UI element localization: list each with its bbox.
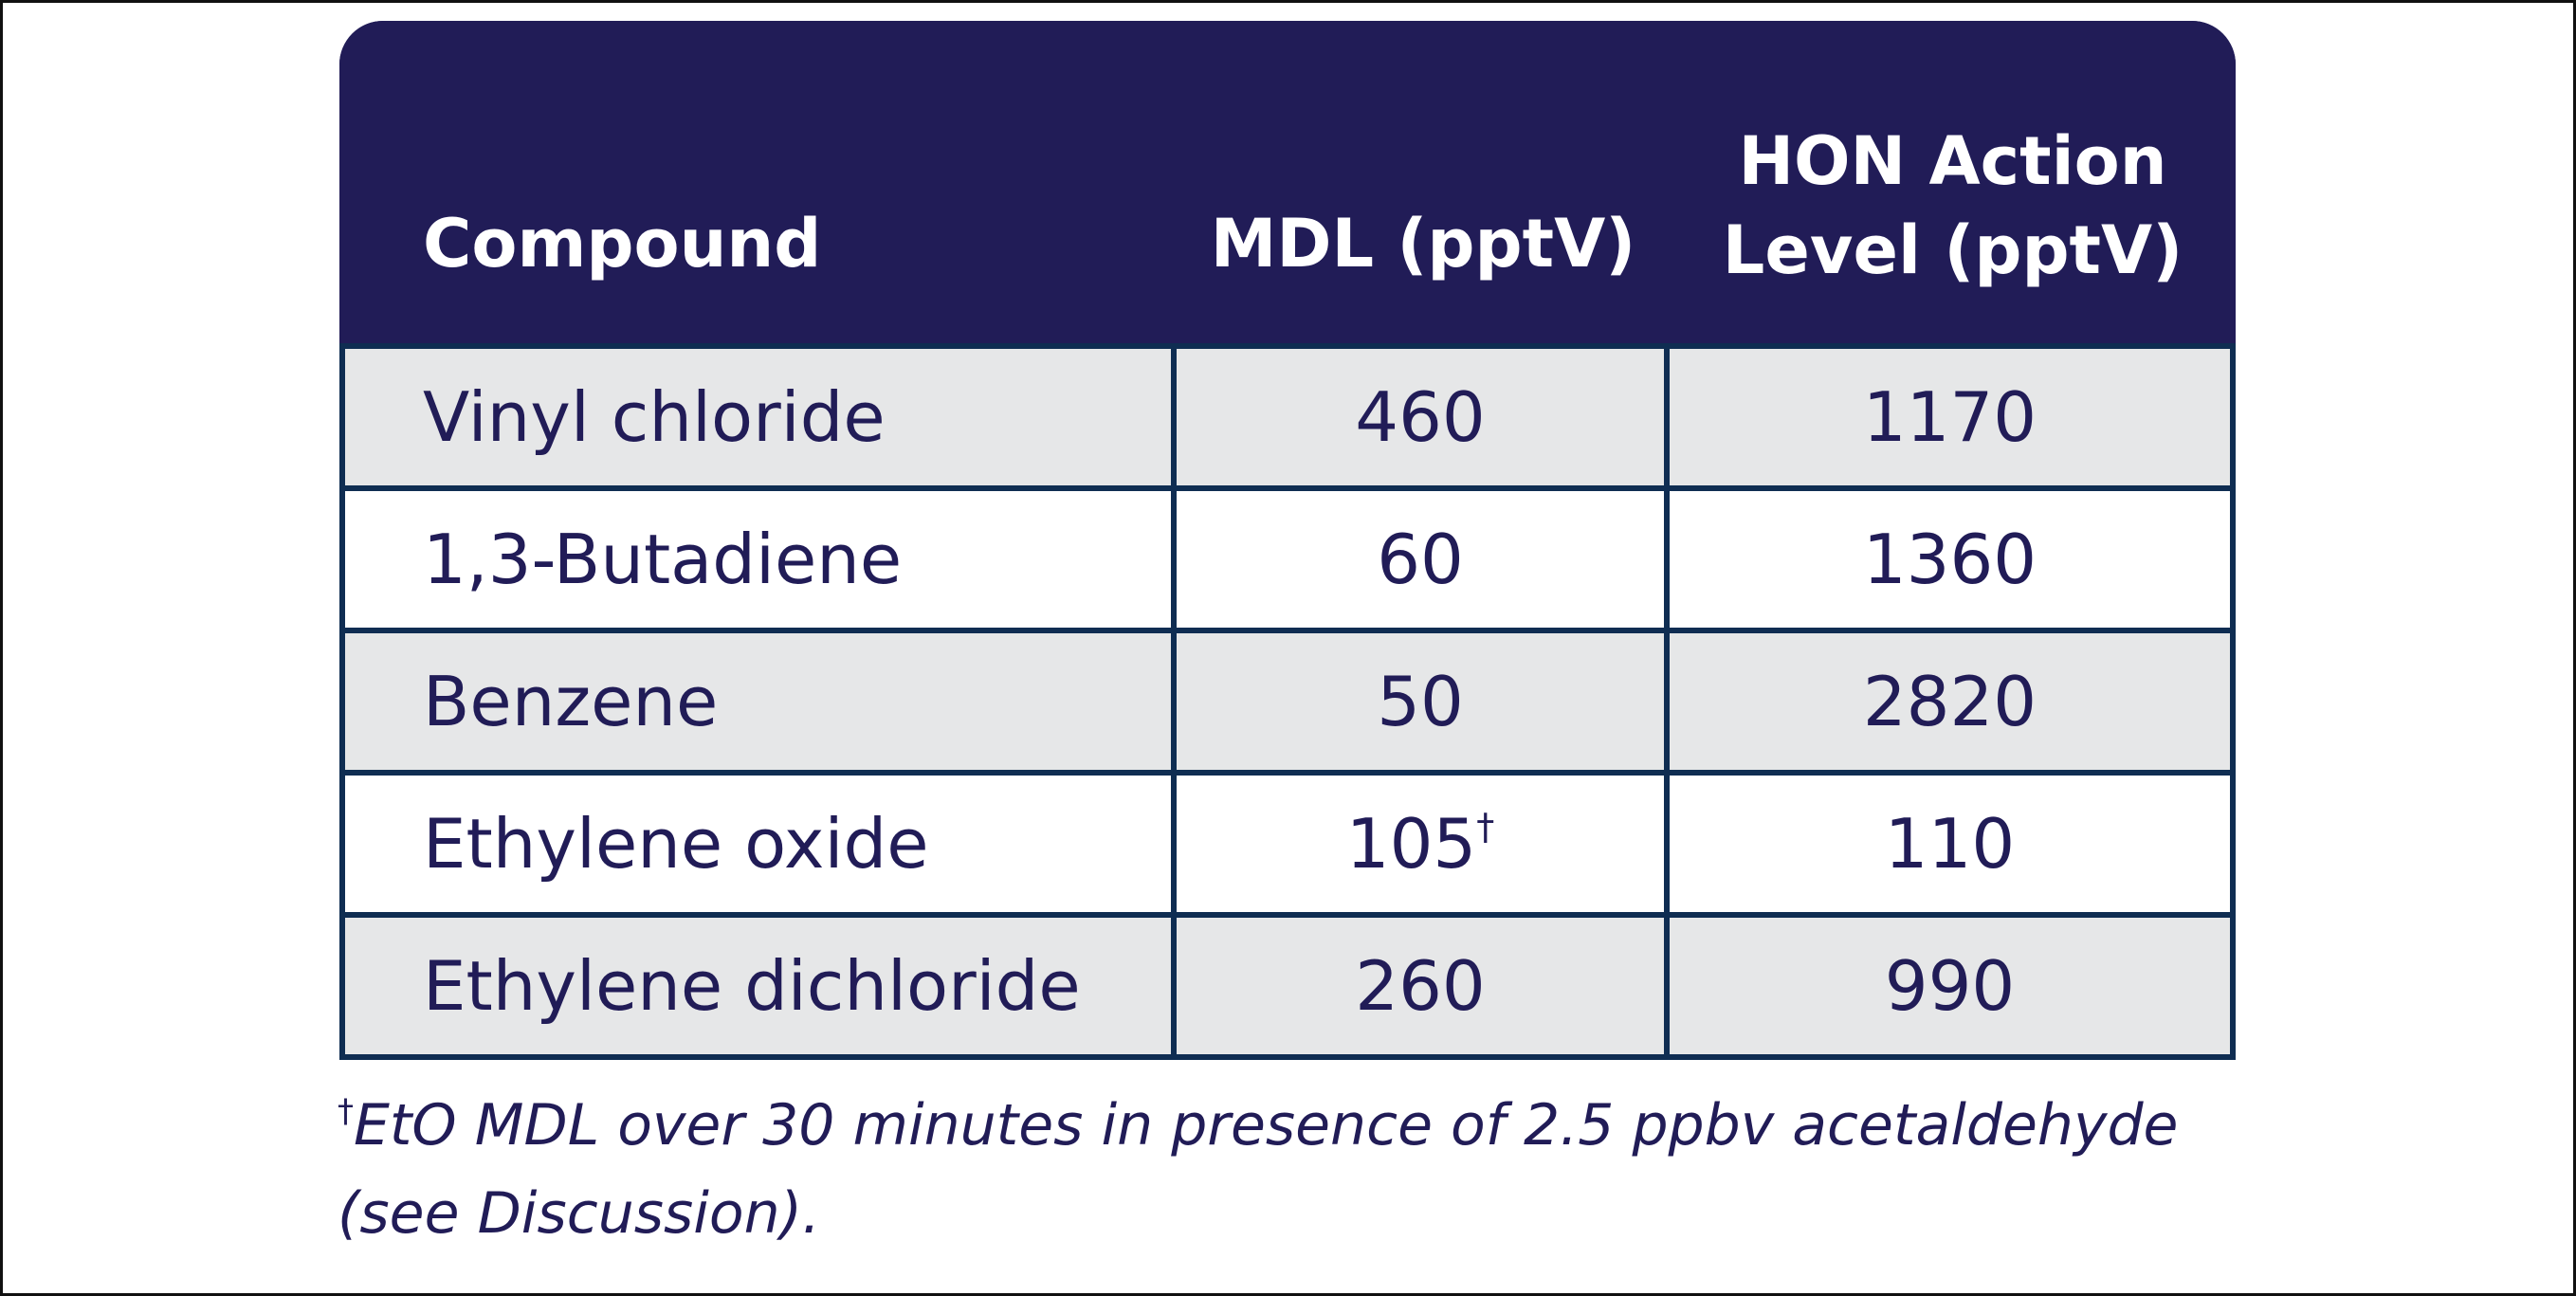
hon-cell: 1170 [1862,377,2037,457]
mdl-cell [1177,491,1670,628]
table-header [339,21,2236,343]
footnote-dagger: † [338,1092,354,1130]
header-hon-line2: Level (pptV) [1722,211,2183,289]
dagger-footnote-mark: † [1476,806,1495,848]
table-row [345,912,2230,1054]
table-body [339,343,2236,1060]
compound-cell: Ethylene oxide [345,776,1177,912]
mdl-value: 60 [1377,520,1464,599]
hon-cell: 110 [1884,804,2016,884]
table-row [345,628,2230,770]
compound-cell: Benzene [345,633,1177,770]
hon-cell: 990 [1884,946,2016,1026]
mdl-cell [1177,918,1670,1054]
mdl-cell [1177,776,1670,912]
mdl-value: 260 [1355,946,1486,1026]
footnote-text-line2: (see Discussion). [338,1180,821,1247]
hon-cell: 1360 [1862,520,2037,599]
mdl-value: 460 [1355,377,1486,457]
compound-cell: 1,3-Butadiene [345,491,1177,628]
mdl-value: 105 [1345,804,1477,884]
mdl-value: 50 [1377,662,1464,741]
header-hon-action-level [1670,69,2236,295]
mdl-cell [1177,349,1670,485]
header-hon-line1: HON Action [1738,122,2167,200]
table-row [345,343,2230,485]
header-mdl: MDL (pptV) [1210,205,1636,283]
table-footnote [338,1086,2224,1253]
footnote-line1 [338,1086,2224,1174]
compound-cell: Vinyl chloride [345,349,1177,485]
table-row [345,770,2230,912]
mdl-cell [1177,633,1670,770]
data-table [339,21,2236,1060]
footnote-text-line1: EtO MDL over 30 minutes in presence of 2.5 ppbv acetaldehyde [354,1092,2179,1159]
hon-cell: 2820 [1862,662,2037,741]
table-row [345,485,2230,628]
header-compound: Compound [423,205,822,283]
compound-cell: Ethylene dichloride [345,918,1177,1054]
